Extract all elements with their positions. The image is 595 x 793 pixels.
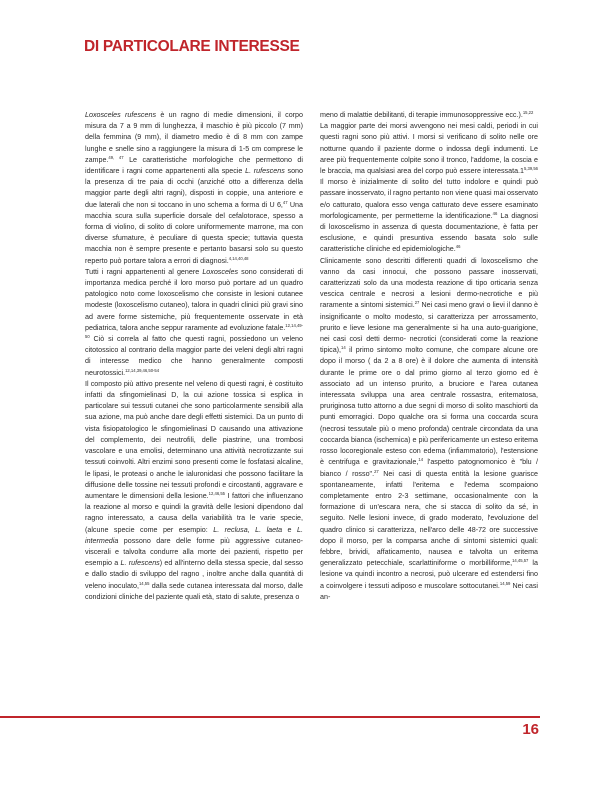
- citation: 14,55: [138, 580, 150, 586]
- text-run: La diagnosi di loxoscelismo in assenza di questa documentazione, è fatta per esclusione, e quindi presuntiva essendo basata solo sulle caratteristiche cliniche ed epidemiologiche.: [320, 211, 538, 254]
- text-run: Ciò si correla al fatto che questi ragni, possiedono un veleno citotossico al contrario della maggior parte dei veleni degli altri ragni di interesse medico che hanno generalmente composti neurotossici.: [85, 335, 303, 377]
- citation: 49, 47: [108, 154, 124, 160]
- citation: 46: [492, 210, 498, 216]
- citation: 4,14,40,48: [228, 255, 249, 261]
- section-title: DI PARTICOLARE INTERESSE: [84, 38, 300, 55]
- citation: 14: [418, 457, 424, 463]
- text-run: sono considerati di importanza medica perché il loro morso può portare ad un quadro patologico noto come loxoscelismo che consiste in lesioni cutanee modeste (loxoscelismo cutaneo), talora in quadri clinici più gravi sino ad avere forme sistemiche, più frequentemente osservate in età pediatrica, talora anche seppur raramente ad evoluzione fatale.: [85, 267, 304, 332]
- text-run: La maggior parte dei morsi avvengono nei mesi caldi, periodi in cui questi ragni sono più attivi. I morsi si verificano di solito nelle ore notturne quando il paziente dorme o indossa degli indumenti. Le aree più frequentemente colpite sono il tronco, l'addome, la coscia e le braccia, ma qualsiasi area del corpo può essere interessata.1: [320, 122, 538, 176]
- text-run: Nei casi meno gravi o lievi il danno è insignificante o molto modesto, si caratterizza per arrossamento, prurito e lieve lesione ma generalmente si ha una auto-guarigione, nei casi così detti dermo- necrotici (considerati come la reazione tipica),: [320, 301, 538, 355]
- citation: 12,46,55: [208, 490, 225, 496]
- page-number: 16: [522, 721, 539, 738]
- species-name: L. rufescens: [245, 167, 285, 176]
- paragraph: [320, 256, 538, 603]
- text-run: possono dare delle forme più aggressive cutaneo-viscerali e talvolta condurre alla morte dei pazienti, rispetto per esempio a: [85, 536, 303, 568]
- citation: 27: [414, 300, 420, 306]
- text-run: Le caratteristiche morfologiche che permettono di identificare i ragni come appartenenti alla specie: [85, 155, 303, 176]
- citation: 15,22: [522, 110, 534, 115]
- text-run: I fattori che influenzano la reazione al morso e quindi la gravità delle lesioni dipendono dal ragno interessato, a causa della variabilità tra le varie specie, (alcune specie come per esempio:: [85, 491, 303, 534]
- text-run: Nei casi an-: [320, 581, 539, 601]
- citation: 14,59: [499, 580, 511, 586]
- text-run: sono la presenza di tre paia di occhi (anziché otto a differenza della maggior parte degli altri ragni), disposti in coppie, una anteriore e due laterali che non si toccano in uno schema a forma di U 6,: [85, 167, 303, 209]
- text-run: Il morso è inizialmente di solito del tutto indolore e quindi può passare inosservato, il ragno pertanto non viene quasi mai osservato e/o catturato, qualora esso venga catturato deve essere esaminato morfologicamente, per permetterne la identificazione.: [320, 178, 538, 220]
- citation: 27: [374, 468, 379, 474]
- paragraph: [85, 379, 303, 603]
- citation: 14,45,57: [512, 558, 529, 564]
- left-text-column: [85, 110, 303, 603]
- text-run: dalla sede cutanea interessata dal morso, dalle condizioni cliniche del paziente quali età, stato di salute, presenza o: [85, 581, 303, 601]
- text-run: meno di malattie debilitanti, di terapie immunosoppressive ecc.).: [320, 111, 523, 119]
- species-name: L. rufescens: [120, 559, 160, 568]
- citation: 12,14,39,46,50-54: [125, 367, 160, 373]
- citation: 47: [282, 199, 288, 205]
- citation: 46: [455, 244, 461, 250]
- genus-name: Loxosceles: [202, 267, 239, 276]
- citation: 14: [341, 345, 346, 351]
- text-run: Una macchia scura sulla superficie dorsale del cefalotorace, spesso a forma di violino, di solito di colore uniformemente marrone, ma con diverse sfumature, è peculiare di questa specie; tuttavia questa macchia non è sempre presente e pertanto basarsi solo su questo reperto può portare talora a errori di diagnosi.: [85, 200, 304, 265]
- species-name: L. intermedia: [85, 525, 303, 545]
- text-run: Nei casi di questa entità la lesione guarisce spontaneamente, infatti l'eritema e l'edema scompaiono completamente entro 2-3 settimane, occasionalmente con la formazione di un'escara nera, che si stacca di solito da sé, in seguito. Nelle lesioni invece, di grado moderato, l'evoluzione del quadro clinico si caratterizza, nell'arco delle 48-72 ore successive dopo il morso, per la comparsa anche di sintomi sistemici quali: febbre, brividi, affaticamento, nausea e talvolta un eritema generalizzato petecchiale, scarlattiniforme o morbilliforme,: [320, 469, 538, 568]
- paragraph: [320, 121, 538, 255]
- text-run: Tutti i ragni appartenenti al genere: [85, 267, 203, 276]
- right-text-column: [320, 110, 538, 603]
- text-run: la lesione va quindi incontro a necrosi, può ulcerare ed estendersi fino a coinvolgere i tessuti adiposo e muscolare sottocutanei.: [320, 559, 538, 590]
- text-run: Clinicamente sono descritti differenti quadri di loxoscelismo che vanno da casi innocui, che possono passare inosservati, caratterizzati solo da una modesta reazione di tipo orticaria senza vescica centrale e necrosi a lesioni dermo-necrotiche e più raramente a sintomi sistemici.: [320, 256, 538, 310]
- text-run: l'aspetto patognomonico è "blu / bianco / rosso".: [320, 458, 538, 478]
- paragraph: [85, 110, 303, 267]
- citation: 12,14,49-50: [85, 322, 303, 340]
- citation: 5,39,56: [524, 166, 538, 172]
- paragraph: [320, 110, 538, 121]
- text-run: e: [282, 525, 298, 534]
- species-name: Loxosceles rufescens: [85, 111, 157, 119]
- text-run: è un ragno di medie dimensioni, il corpo misura da 7 a 9 mm di lunghezza, il maschio è più piccolo (7 mm) della femmina (9 mm), il diametro medio è di 8 mm con zampe lunghe e snelle sino a raggiungere la misura di 1-5 cm comprese le zampe.: [85, 111, 303, 164]
- text-run: Il composto più attivo presente nel veleno di questi ragni, è costituito infatti da sfingomielinasi D, la cui azione tossica si esplica in particolare sui tessuti cutanei che sono particolarmente sensibili alla sua azione, ma può anche dare degli effetti sistemici. Da un punto di vista fisiopatologico le sfingomielinasi D causando una attivazione del complemento, dei neutrofili, delle piastrine, una trombosi vascolare e una emolisi, determinano una attività necrotizzante sui tessuti coinvolti. Altri enzimi sono presenti come le fosfatasi alcaline, le lipasi, le proteasi o anche le ialuronidasi che possono facilitare la diffusione delle tossine nei tessuti profondi e circostanti, aggravare e aumentare le dimensioni della lesione.: [85, 379, 303, 500]
- paragraph: [85, 267, 303, 379]
- species-name: L. reclusa, L. laeta: [213, 525, 283, 534]
- text-run: il primo sintomo molto comune, che compare alcune ore dopo il morso ( da 2 a 8 ore) è il dolore che aumenta di intensità durante le prime ore o dal primo giorno al terzo giorno ed è associato ad un intenso prurito, a bruciore e l'area cutanea interessata sviluppa una area centrale rossastra, eritematosa, pruriginosa tutto attorno a due segni di morso di solito maschiorti da punti emorragici. Dopo qualche ora si forma una coccarda scura (necrosi tessutale più o meno profonda) centrale circondata da una coccarda bianca (ischemica) e più perifericamente un esteso eritema rosso locoregionale esteso con edema (infiammatorio), l'estensione è centrifuga e gravitazionale,: [320, 346, 538, 467]
- footer-divider: [0, 716, 540, 718]
- text-run: ) ed all'interno della stessa specie, dal sesso e dallo stadio di sviluppo del ragno , inoltre anche dalla quantità di veleno inoculato,: [85, 559, 303, 590]
